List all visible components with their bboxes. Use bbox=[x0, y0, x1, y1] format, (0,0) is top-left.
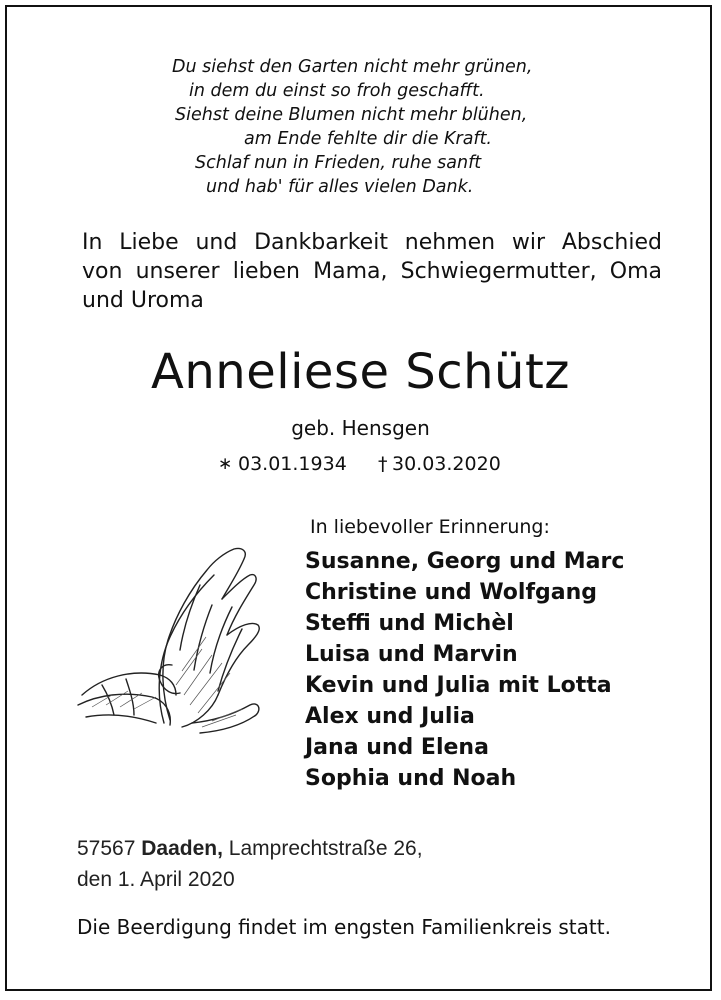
poem-line: Siehst deine Blumen nicht mehr blühen, bbox=[175, 105, 528, 125]
death-date: 30.03.2020 bbox=[392, 453, 501, 475]
poem-line: und hab' für alles vielen Dank. bbox=[206, 177, 474, 197]
mourner-entry: Luisa und Marvin bbox=[305, 642, 518, 667]
mourner-entry: Kevin und Julia mit Lotta bbox=[305, 673, 612, 698]
city: Daaden, bbox=[141, 837, 223, 860]
poem-line: am Ende fehlte dir die Kraft. bbox=[244, 129, 492, 149]
intro-text bbox=[82, 228, 662, 315]
intro-line: und Uroma bbox=[82, 288, 204, 313]
deceased-name: Anneliese Schütz bbox=[151, 344, 570, 400]
poem-line: Schlaf nun in Frieden, ruhe sanft bbox=[195, 153, 482, 173]
address-line bbox=[77, 833, 423, 864]
poem-line: in dem du einst so froh geschafft. bbox=[189, 81, 485, 101]
memory-label: In liebevoller Erinnerung: bbox=[310, 516, 550, 538]
death-cross-icon: † bbox=[378, 453, 388, 475]
poem-line: Du siehst den Garten nicht mehr grünen, bbox=[172, 57, 533, 77]
birth-date: 03.01.1934 bbox=[238, 453, 347, 475]
mourner-entry: Sophia und Noah bbox=[305, 766, 517, 791]
intro-line: In Liebe und Dankbarkeit nehmen wir Abschied bbox=[82, 230, 662, 255]
address-block bbox=[77, 833, 423, 895]
praying-hands-icon bbox=[72, 545, 272, 735]
birth-name: geb. Hensgen bbox=[291, 416, 430, 440]
funeral-note: Die Beerdigung findet im engsten Familienkreis statt. bbox=[77, 915, 611, 939]
date-line: den 1. April 2020 bbox=[77, 868, 235, 891]
street: Lamprechtstraße 26, bbox=[228, 837, 423, 860]
mourner-entry: Alex und Julia bbox=[305, 704, 475, 729]
mourner-entry: Christine und Wolfgang bbox=[305, 580, 598, 605]
mourner-entry: Jana und Elena bbox=[305, 735, 489, 760]
intro-line: von unserer lieben Mama, Schwiegermutter, Oma bbox=[82, 259, 662, 284]
mourner-entry: Susanne, Georg und Marc bbox=[305, 549, 625, 574]
mourner-entry: Steffi und Michèl bbox=[305, 611, 514, 636]
mourners-list bbox=[305, 546, 624, 794]
postal-code: 57567 bbox=[77, 837, 136, 860]
birth-star-icon: ∗ bbox=[218, 454, 233, 474]
